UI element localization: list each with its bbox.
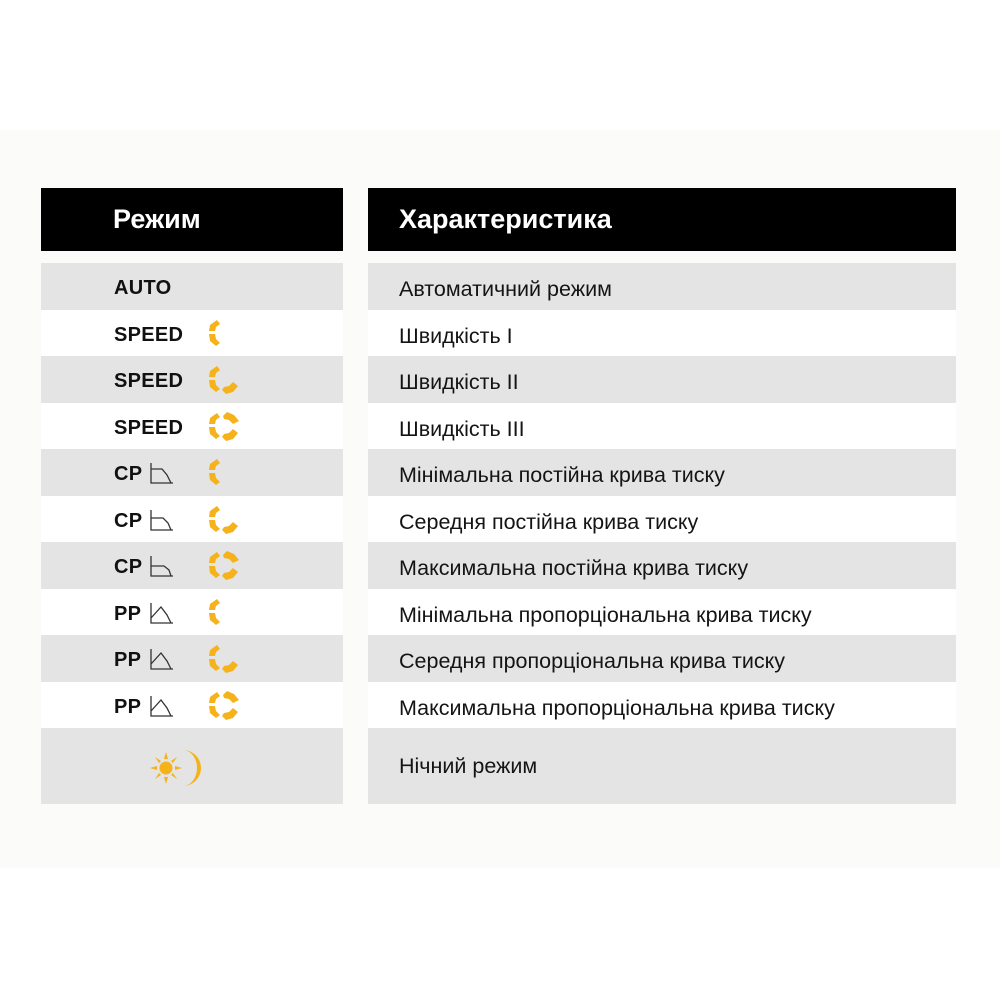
- constant-pressure-curve-icon: [149, 508, 175, 532]
- mode-label: CP: [114, 463, 143, 485]
- speed-level-3-icon: [201, 689, 241, 723]
- characteristic-row: [368, 449, 956, 496]
- speed-level-2-icon: [201, 363, 241, 397]
- proportional-pressure-curve-icon: [149, 601, 175, 625]
- description-text: Мінімальна постійна крива тиску: [399, 463, 725, 487]
- characteristic-row: [368, 403, 956, 450]
- description-text: Нічний режим: [399, 754, 538, 778]
- mode-column: [41, 263, 343, 804]
- mode-column-header: Режим: [41, 188, 343, 251]
- proportional-pressure-curve-icon: [149, 647, 175, 671]
- mode-row-night: [41, 728, 343, 804]
- mode-row-cp-3: [41, 542, 343, 589]
- characteristic-column: [368, 263, 956, 804]
- description-text: Середня постійна крива тиску: [399, 509, 699, 534]
- speed-level-1-icon: [201, 456, 241, 490]
- characteristic-row: [368, 496, 956, 543]
- constant-pressure-curve-icon: [149, 554, 175, 578]
- mode-row-cp-1: [41, 449, 343, 496]
- mode-label: PP: [114, 649, 142, 671]
- mode-label: SPEED: [114, 416, 184, 439]
- mode-label: PP: [114, 695, 142, 718]
- characteristic-row: [368, 356, 956, 403]
- speed-level-3-icon: [201, 410, 241, 444]
- mode-row-speed-2: [41, 356, 343, 403]
- mode-label: SPEED: [114, 323, 184, 346]
- mode-label: PP: [114, 602, 142, 625]
- mode-row-auto: [41, 263, 343, 310]
- characteristic-row: [368, 263, 956, 310]
- constant-pressure-curve-icon: [149, 461, 175, 485]
- mode-row-speed-1: [41, 310, 343, 357]
- mode-label: SPEED: [114, 370, 184, 392]
- mode-label: CP: [114, 509, 143, 532]
- characteristic-column-header: Характеристика: [368, 188, 956, 251]
- description-text: Швидкість I: [399, 323, 513, 348]
- night-mode-icon: [149, 747, 207, 789]
- mode-label: AUTO: [114, 277, 172, 299]
- description-text: Максимальна пропорціональна крива тиску: [399, 695, 835, 720]
- mode-label: CP: [114, 556, 143, 578]
- speed-level-2-icon: [201, 503, 241, 537]
- mode-row-pp-1: [41, 589, 343, 636]
- description-text: Швидкість III: [399, 416, 525, 441]
- mode-row-cp-2: [41, 496, 343, 543]
- characteristic-row: [368, 589, 956, 636]
- speed-level-1-icon: [201, 596, 241, 630]
- description-text: Мінімальна пропорціональна крива тиску: [399, 602, 812, 627]
- speed-level-3-icon: [201, 549, 241, 583]
- description-text: Автоматичний режим: [399, 277, 612, 301]
- characteristic-row: [368, 682, 956, 729]
- characteristic-row: [368, 542, 956, 589]
- speed-level-2-icon: [201, 642, 241, 676]
- description-text: Максимальна постійна крива тиску: [399, 556, 749, 580]
- description-text: Середня пропорціональна крива тиску: [399, 649, 785, 673]
- mode-row-pp-3: [41, 682, 343, 729]
- characteristic-row: [368, 635, 956, 682]
- characteristic-row: [368, 310, 956, 357]
- proportional-pressure-curve-icon: [149, 694, 175, 718]
- mode-row-speed-3: [41, 403, 343, 450]
- mode-row-pp-2: [41, 635, 343, 682]
- speed-level-1-icon: [201, 317, 241, 351]
- characteristic-row: [368, 728, 956, 804]
- description-text: Швидкість II: [399, 370, 519, 394]
